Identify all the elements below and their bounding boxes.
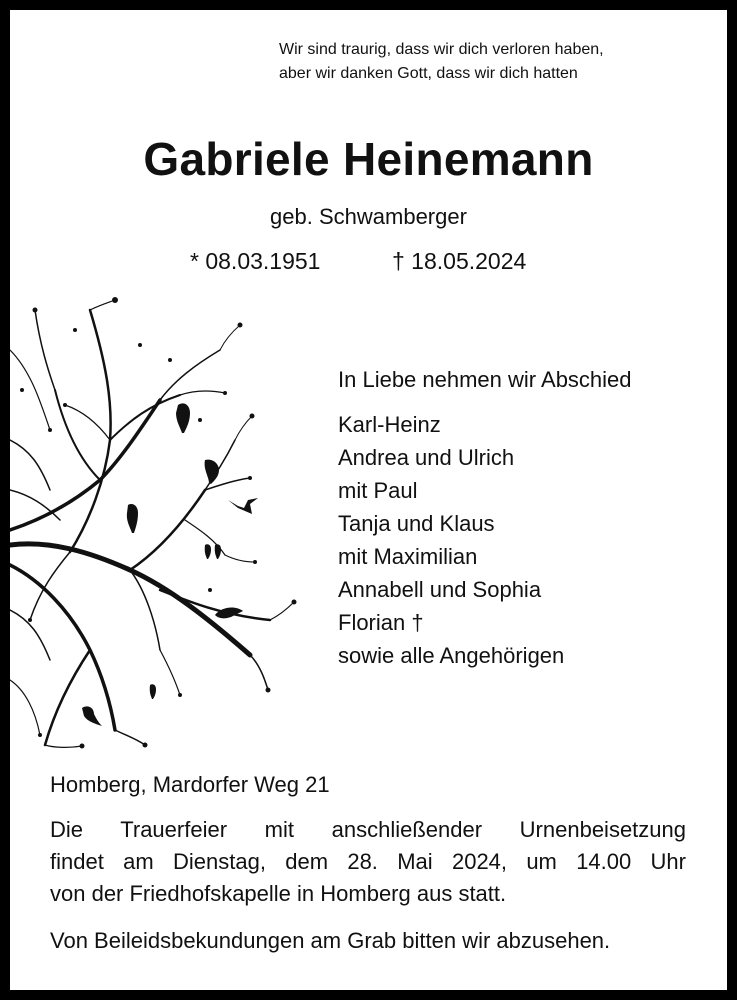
ceremony-line: findet am Dienstag, dem 28. Mai 2024, um 14.00 Uhr — [50, 849, 686, 874]
family-member: mit Maximilian — [338, 544, 478, 569]
deceased-name: Gabriele Heinemann — [143, 133, 594, 185]
ceremony-line: Die Trauerfeier mit anschließender Urnenbeisetzung — [50, 817, 686, 842]
quote-line: Wir sind traurig, dass wir dich verloren haben, — [279, 41, 604, 58]
family-member: Tanja und Klaus — [338, 511, 495, 536]
address: Homberg, Mardorfer Weg 21 — [50, 772, 330, 797]
family-member: Florian † — [338, 610, 424, 635]
quote-line: aber wir danken Gott, dass wir dich hatten — [279, 65, 578, 82]
condolence-note: Von Beileidsbekundungen am Grab bitten wir abzusehen. — [50, 928, 611, 953]
obituary-card — [10, 10, 727, 990]
family-list — [338, 408, 564, 672]
family-member: Annabell und Sophia — [338, 577, 542, 602]
ceremony-notice — [50, 814, 686, 910]
quote — [279, 38, 604, 86]
born-name: geb. Schwamberger — [270, 204, 467, 229]
family-member: Karl-Heinz — [338, 412, 441, 437]
tree-with-birds-icon — [10, 290, 300, 760]
ceremony-line: von der Friedhofskapelle in Homberg aus statt. — [50, 881, 507, 906]
family-member: sowie alle Angehörigen — [338, 643, 565, 668]
family-member: mit Paul — [338, 478, 418, 503]
farewell-heading: In Liebe nehmen wir Abschied — [338, 367, 632, 392]
birth-date: * 08.03.1951 — [190, 248, 321, 274]
death-date: † 18.05.2024 — [392, 248, 527, 274]
family-member: Andrea und Ulrich — [338, 445, 515, 470]
